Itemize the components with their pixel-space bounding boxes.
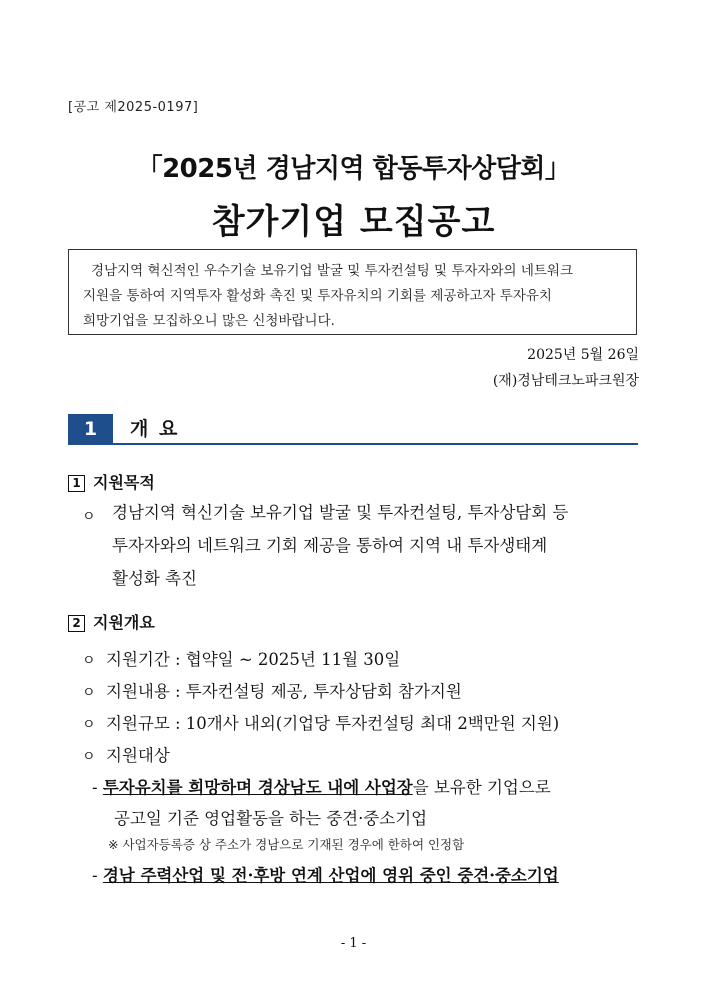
purpose-number-box: 1 <box>68 475 85 492</box>
dash-marker: - <box>92 778 98 797</box>
overview-period <box>82 646 400 670</box>
bullet-marker: ㅇ <box>82 717 96 733</box>
section-number: 1 <box>68 414 113 444</box>
dash-marker: - <box>92 866 98 885</box>
section-header <box>68 414 638 446</box>
target-item-2 <box>92 862 559 886</box>
page-number: - 1 - <box>340 936 367 951</box>
overview-content <box>82 678 462 702</box>
notice-date: 2025년 5월 26일 <box>527 347 639 363</box>
summary-line3: 희망기업을 모집하오니 많은 신청바랍니다. <box>83 313 335 329</box>
target1-rest: 을 보유한 기업으로 <box>412 778 551 797</box>
target-note: ※ 사업자등록증 상 주소가 경남으로 기재된 경우에 한하여 인정함 <box>108 837 465 852</box>
section-title: 개 요 <box>130 418 180 440</box>
overview-content-text: 지원내용 : 투자컨설팅 제공, 투자상담회 참가지원 <box>106 682 462 701</box>
bullet-marker: ㅇ <box>82 653 96 669</box>
section-rule <box>68 443 638 445</box>
title-line2: 참가기업 모집공고 <box>211 202 496 242</box>
overview-target-text: 지원대상 <box>106 746 170 765</box>
overview-heading-text: 지원개요 <box>93 613 155 632</box>
purpose-heading-text: 지원목적 <box>93 473 155 492</box>
notice-number: [공고 제2025-0197] <box>68 100 199 115</box>
target1-bold: 투자유치를 희망하며 경상남도 내에 사업장 <box>102 778 413 797</box>
target-item-1 <box>92 774 551 798</box>
summary-line1: 경남지역 혁신적인 우수기술 보유기업 발굴 및 투자컨설팅 및 투자자와의 네트워크 <box>91 263 574 279</box>
bullet-marker: ㅇ <box>82 685 96 701</box>
bullet-marker: ㅇ <box>82 749 96 765</box>
overview-scale-text: 지원규모 : 10개사 내외(기업당 투자컨설팅 최대 2백만원 지원) <box>106 714 560 733</box>
target1-line2: 공고일 기준 영업활동을 하는 중견·중소기업 <box>114 809 428 828</box>
purpose-bullet: ㅇ <box>82 509 96 525</box>
title-line1: 「2025년 경남지역 합동투자상담회」 <box>136 154 571 184</box>
purpose-text <box>112 496 568 595</box>
overview-target <box>82 742 170 766</box>
purpose-line1: 경남지역 혁신기술 보유기업 발굴 및 투자컨설팅, 투자상담회 등 <box>112 503 569 522</box>
summary-box <box>68 249 637 335</box>
overview-period-text: 지원기간 : 협약일 ~ 2025년 11월 30일 <box>106 650 401 669</box>
overview-heading <box>68 610 155 633</box>
summary-line2: 지원을 통하여 지역투자 활성화 촉진 및 투자유치의 기회를 제공하고자 투자유치 <box>83 288 552 304</box>
overview-number-box: 2 <box>68 615 85 632</box>
purpose-line3: 활성화 촉진 <box>112 569 197 588</box>
overview-scale <box>82 710 559 734</box>
issuer: (재)경남테크노파크원장 <box>492 373 639 389</box>
target2-bold: 경남 주력산업 및 전·후방 연계 산업에 영위 중인 중견·중소기업 <box>102 866 559 885</box>
purpose-heading <box>68 470 155 493</box>
purpose-line2: 투자자와의 네트워크 기회 제공을 통하여 지역 내 투자생태계 <box>112 536 548 555</box>
